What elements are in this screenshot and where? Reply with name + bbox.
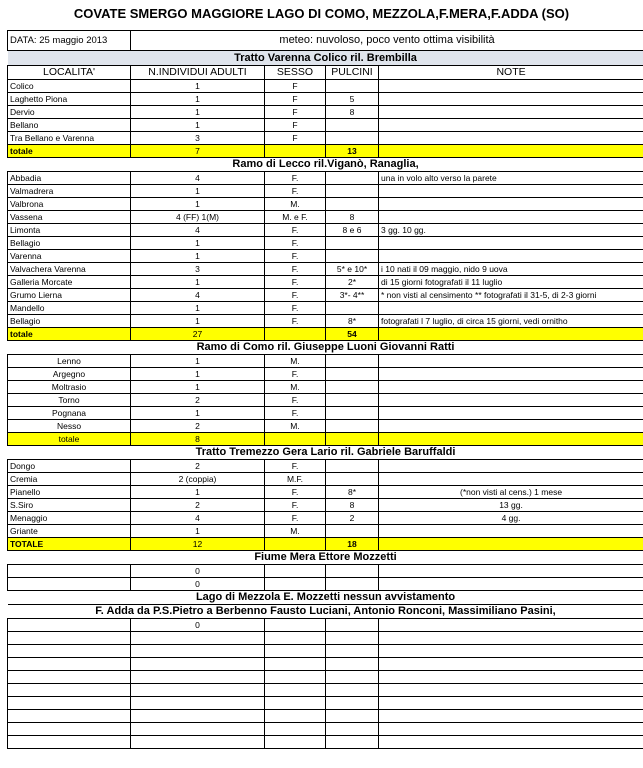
cell-notes (379, 132, 643, 145)
total-sex (265, 145, 326, 158)
cell-notes (379, 80, 643, 93)
cell-localita: Pognana (8, 407, 131, 420)
cell-sex: F. (265, 185, 326, 198)
cell-chicks (326, 658, 379, 671)
cell-notes (379, 578, 643, 591)
cell-chicks (326, 368, 379, 381)
cell-chicks (326, 172, 379, 185)
cell-localita: Cremia (8, 473, 131, 486)
cell-sex: M. e F. (265, 211, 326, 224)
cell-sex (265, 619, 326, 632)
cell-adults: 2 (131, 420, 265, 433)
total-adults: 12 (131, 538, 265, 551)
cell-localita (8, 645, 131, 658)
table-row (8, 619, 643, 632)
cell-notes (379, 250, 643, 263)
cell-chicks (326, 723, 379, 736)
table-row (8, 198, 643, 211)
cell-adults: 1 (131, 315, 265, 328)
cell-adults (131, 645, 265, 658)
cell-chicks (326, 736, 379, 749)
cell-chicks (326, 250, 379, 263)
cell-localita (8, 578, 131, 591)
total-sex (265, 328, 326, 341)
total-chicks: 18 (326, 538, 379, 551)
cell-adults: 0 (131, 578, 265, 591)
cell-sex: F. (265, 302, 326, 315)
cell-chicks (326, 460, 379, 473)
cell-localita: Bellano (8, 119, 131, 132)
cell-sex: F (265, 132, 326, 145)
cell-chicks (326, 697, 379, 710)
cell-notes (379, 420, 643, 433)
cell-chicks (326, 407, 379, 420)
cell-sex (265, 736, 326, 749)
table-row (8, 710, 643, 723)
cell-adults: 2 (131, 460, 265, 473)
table-row (8, 658, 643, 671)
cell-adults: 1 (131, 93, 265, 106)
table-row (8, 407, 643, 420)
cell-adults (131, 671, 265, 684)
cell-sex: F. (265, 512, 326, 525)
table-row (8, 224, 643, 237)
cell-chicks (326, 185, 379, 198)
cell-sex (265, 578, 326, 591)
cell-notes (379, 473, 643, 486)
cell-adults: 1 (131, 276, 265, 289)
cell-sex: M. (265, 355, 326, 368)
total-row (8, 538, 643, 551)
cell-notes: i 10 nati il 09 maggio, nido 9 uova (379, 263, 643, 276)
total-row (8, 145, 643, 158)
cell-chicks: 8 (326, 211, 379, 224)
cell-notes (379, 632, 643, 645)
cell-notes (379, 684, 643, 697)
cell-notes (379, 368, 643, 381)
cell-sex (265, 645, 326, 658)
table-row (8, 723, 643, 736)
total-chicks: 54 (326, 328, 379, 341)
cell-notes (379, 394, 643, 407)
cell-notes: * non visti al censimento ** fotografati il 31-5, di 2-3 giorni (379, 289, 643, 302)
cell-notes (379, 723, 643, 736)
header-localita: LOCALITA' (8, 66, 131, 80)
cell-notes: fotografati l 7 luglio, di circa 15 giorni, vedi ornitho (379, 315, 643, 328)
header-chicks: PULCINI (326, 66, 379, 80)
cell-notes (379, 671, 643, 684)
cell-chicks (326, 198, 379, 211)
cell-adults: 1 (131, 80, 265, 93)
cell-localita (8, 736, 131, 749)
cell-notes: 3 gg. 10 gg. (379, 224, 643, 237)
cell-adults: 4 (131, 224, 265, 237)
cell-sex: F (265, 106, 326, 119)
cell-localita: Menaggio (8, 512, 131, 525)
cell-adults: 4 (131, 289, 265, 302)
cell-localita: Tra Bellano e Varenna (8, 132, 131, 145)
total-label: totale (8, 433, 131, 446)
cell-localita: Dervio (8, 106, 131, 119)
cell-sex: F. (265, 289, 326, 302)
cell-notes (379, 106, 643, 119)
total-notes (379, 328, 643, 341)
cell-adults: 1 (131, 355, 265, 368)
cell-notes: una in volo alto verso la parete (379, 172, 643, 185)
table-row (8, 525, 643, 538)
cell-sex: F. (265, 499, 326, 512)
cell-adults: 1 (131, 486, 265, 499)
cell-notes (379, 565, 643, 578)
cell-localita: Laghetto Piona (8, 93, 131, 106)
cell-adults: 1 (131, 302, 265, 315)
cell-chicks (326, 684, 379, 697)
table-row (8, 106, 643, 119)
table-row (8, 697, 643, 710)
cell-localita: Argegno (8, 368, 131, 381)
cell-adults: 3 (131, 132, 265, 145)
cell-sex (265, 658, 326, 671)
cell-notes (379, 237, 643, 250)
cell-sex: F (265, 93, 326, 106)
table-row (8, 211, 643, 224)
section-title: Ramo di Lecco ril.Viganò, Ranaglia, (8, 158, 643, 172)
cell-localita: Dongo (8, 460, 131, 473)
table-row (8, 93, 643, 106)
cell-notes (379, 381, 643, 394)
total-adults: 8 (131, 433, 265, 446)
cell-sex (265, 671, 326, 684)
cell-chicks (326, 132, 379, 145)
cell-sex: F. (265, 315, 326, 328)
header-adults: N.INDIVIDUI ADULTI (131, 66, 265, 80)
cell-adults: 2 (131, 394, 265, 407)
cell-notes (379, 658, 643, 671)
section-header (8, 605, 643, 619)
section-title: Ramo di Como ril. Giuseppe Luoni Giovanni Ratti (8, 341, 643, 355)
cell-adults (131, 710, 265, 723)
cell-localita (8, 723, 131, 736)
cell-notes: 13 gg. (379, 499, 643, 512)
cell-localita: Mandello (8, 302, 131, 315)
cell-localita: S.Siro (8, 499, 131, 512)
section-title: F. Adda da P.S.Pietro a Berbenno Fausto Luciani, Antonio Ronconi, Massimiliano Pasini, (8, 605, 643, 619)
cell-adults: 1 (131, 407, 265, 420)
cell-sex: F. (265, 172, 326, 185)
cell-chicks (326, 420, 379, 433)
cell-sex: F. (265, 460, 326, 473)
table-row (8, 132, 643, 145)
cell-chicks: 2 (326, 512, 379, 525)
total-row (8, 328, 643, 341)
cell-sex: F. (265, 263, 326, 276)
cell-localita (8, 619, 131, 632)
cell-localita: Torno (8, 394, 131, 407)
cell-notes (379, 355, 643, 368)
cell-localita: Varenna (8, 250, 131, 263)
table-row (8, 289, 643, 302)
cell-sex: M. (265, 420, 326, 433)
total-row (8, 433, 643, 446)
total-label: totale (8, 328, 131, 341)
cell-localita: Vassena (8, 211, 131, 224)
cell-localita (8, 684, 131, 697)
section-header (8, 341, 643, 355)
table-row (8, 172, 643, 185)
cell-localita: Griante (8, 525, 131, 538)
cell-chicks (326, 80, 379, 93)
total-sex (265, 538, 326, 551)
cell-adults: 1 (131, 368, 265, 381)
total-notes (379, 538, 643, 551)
cell-chicks (326, 381, 379, 394)
cell-notes (379, 460, 643, 473)
table-row (8, 684, 643, 697)
total-sex (265, 433, 326, 446)
cell-adults: 1 (131, 381, 265, 394)
cell-adults (131, 697, 265, 710)
cell-chicks: 8 (326, 106, 379, 119)
document-title: COVATE SMERGO MAGGIORE LAGO DI COMO, MEZZOLA,F.MERA,F.ADDA (SO) (73, 6, 570, 21)
cell-localita (8, 710, 131, 723)
cell-sex (265, 684, 326, 697)
cell-adults: 0 (131, 565, 265, 578)
cell-chicks (326, 237, 379, 250)
cell-adults: 1 (131, 237, 265, 250)
table-row (8, 237, 643, 250)
cell-localita: Bellagio (8, 237, 131, 250)
cell-localita (8, 658, 131, 671)
cell-sex: M.F. (265, 473, 326, 486)
table-row (8, 315, 643, 328)
cell-adults (131, 723, 265, 736)
cell-sex: M. (265, 198, 326, 211)
table-row (8, 499, 643, 512)
section-title: Fiume Mera Ettore Mozzetti (8, 551, 643, 565)
section-title: Tratto Varenna Colico ril. Brembilla (8, 51, 643, 66)
cell-sex (265, 697, 326, 710)
cell-localita: Lenno (8, 355, 131, 368)
cell-notes (379, 185, 643, 198)
table-row (8, 420, 643, 433)
cell-chicks: 5 (326, 93, 379, 106)
cell-chicks (326, 632, 379, 645)
cell-adults (131, 736, 265, 749)
cell-localita (8, 632, 131, 645)
cell-sex (265, 632, 326, 645)
cell-localita: Limonta (8, 224, 131, 237)
cell-notes (379, 619, 643, 632)
table-row (8, 645, 643, 658)
cell-chicks (326, 525, 379, 538)
table-row (8, 565, 643, 578)
cell-chicks (326, 671, 379, 684)
census-table (7, 30, 643, 749)
table-row (8, 80, 643, 93)
cell-adults (131, 632, 265, 645)
table-row (8, 250, 643, 263)
section-title: Tratto Tremezzo Gera Lario ril. Gabriele Baruffaldi (8, 446, 643, 460)
cell-localita: Pianello (8, 486, 131, 499)
cell-chicks (326, 645, 379, 658)
cell-adults: 0 (131, 619, 265, 632)
section-header (8, 591, 643, 605)
date-cell: DATA: 25 maggio 2013 (8, 31, 131, 51)
cell-localita (8, 565, 131, 578)
cell-chicks: 3*- 4** (326, 289, 379, 302)
cell-localita (8, 671, 131, 684)
cell-sex: F. (265, 486, 326, 499)
table-row (8, 460, 643, 473)
cell-localita: Grumo Lierna (8, 289, 131, 302)
cell-notes (379, 736, 643, 749)
table-row (8, 578, 643, 591)
cell-localita: Galleria Morcate (8, 276, 131, 289)
table-row (8, 671, 643, 684)
cell-localita: Nesso (8, 420, 131, 433)
cell-chicks (326, 473, 379, 486)
cell-adults: 2 (131, 499, 265, 512)
cell-sex: F. (265, 276, 326, 289)
cell-adults: 1 (131, 119, 265, 132)
table-row (8, 276, 643, 289)
cell-sex: F (265, 119, 326, 132)
cell-localita: Valmadrera (8, 185, 131, 198)
cell-adults: 2 (coppia) (131, 473, 265, 486)
cell-chicks (326, 578, 379, 591)
section-header (8, 446, 643, 460)
cell-notes (379, 119, 643, 132)
cell-chicks (326, 355, 379, 368)
cell-chicks (326, 302, 379, 315)
cell-sex: M. (265, 381, 326, 394)
cell-notes (379, 525, 643, 538)
total-label: totale (8, 145, 131, 158)
total-chicks: 13 (326, 145, 379, 158)
cell-adults: 1 (131, 525, 265, 538)
cell-chicks: 8 (326, 499, 379, 512)
cell-sex (265, 723, 326, 736)
cell-localita: Moltrasio (8, 381, 131, 394)
cell-adults: 4 (FF) 1(M) (131, 211, 265, 224)
cell-notes (379, 645, 643, 658)
cell-adults: 1 (131, 185, 265, 198)
cell-notes (379, 407, 643, 420)
section-header (8, 551, 643, 565)
section-title: Lago di Mezzola E. Mozzetti nessun avvistamento (8, 591, 643, 605)
cell-chicks: 8 e 6 (326, 224, 379, 237)
cell-sex: F. (265, 250, 326, 263)
table-row (8, 632, 643, 645)
cell-sex: F. (265, 407, 326, 420)
cell-notes: 4 gg. (379, 512, 643, 525)
cell-adults: 3 (131, 263, 265, 276)
table-row (8, 394, 643, 407)
table-row (8, 355, 643, 368)
table-row (8, 381, 643, 394)
table-row (8, 486, 643, 499)
cell-adults: 4 (131, 512, 265, 525)
header-notes: NOTE (379, 66, 643, 80)
cell-sex: F (265, 80, 326, 93)
cell-chicks: 8* (326, 486, 379, 499)
cell-notes (379, 93, 643, 106)
cell-localita: Bellagio (8, 315, 131, 328)
table-row (8, 302, 643, 315)
cell-adults: 1 (131, 250, 265, 263)
cell-notes: (*non visti al cens.) 1 mese (379, 486, 643, 499)
cell-sex: M. (265, 525, 326, 538)
cell-localita: Valvachera Varenna (8, 263, 131, 276)
cell-notes (379, 697, 643, 710)
cell-localita: Valbrona (8, 198, 131, 211)
table-row (8, 185, 643, 198)
cell-notes (379, 198, 643, 211)
cell-chicks (326, 619, 379, 632)
cell-chicks: 8* (326, 315, 379, 328)
total-chicks (326, 433, 379, 446)
cell-chicks (326, 394, 379, 407)
cell-sex (265, 710, 326, 723)
section-header (8, 158, 643, 172)
cell-sex: F. (265, 368, 326, 381)
total-notes (379, 433, 643, 446)
total-label: TOTALE (8, 538, 131, 551)
cell-sex: F. (265, 224, 326, 237)
header-sex: SESSO (265, 66, 326, 80)
cell-chicks (326, 565, 379, 578)
cell-localita (8, 697, 131, 710)
cell-notes (379, 211, 643, 224)
section-header (8, 51, 643, 66)
cell-notes: di 15 giorni fotografati il 11 luglio (379, 276, 643, 289)
cell-chicks: 2* (326, 276, 379, 289)
total-notes (379, 145, 643, 158)
table-row (8, 119, 643, 132)
cell-sex: F. (265, 394, 326, 407)
total-adults: 7 (131, 145, 265, 158)
cell-sex (265, 565, 326, 578)
cell-adults: 1 (131, 198, 265, 211)
table-row (8, 368, 643, 381)
table-row (8, 263, 643, 276)
cell-adults: 4 (131, 172, 265, 185)
cell-localita: Abbadia (8, 172, 131, 185)
total-adults: 27 (131, 328, 265, 341)
cell-adults: 1 (131, 106, 265, 119)
cell-localita: Colico (8, 80, 131, 93)
table-row (8, 473, 643, 486)
cell-notes (379, 302, 643, 315)
cell-sex: F. (265, 237, 326, 250)
column-header-row (8, 66, 643, 80)
cell-notes (379, 710, 643, 723)
info-row (8, 31, 643, 51)
cell-adults (131, 684, 265, 697)
cell-adults (131, 658, 265, 671)
table-row (8, 736, 643, 749)
cell-chicks: 5* e 10* (326, 263, 379, 276)
cell-chicks (326, 710, 379, 723)
table-row (8, 512, 643, 525)
cell-chicks (326, 119, 379, 132)
meteo-cell: meteo: nuvoloso, poco vento ottima visibilità (131, 31, 643, 51)
